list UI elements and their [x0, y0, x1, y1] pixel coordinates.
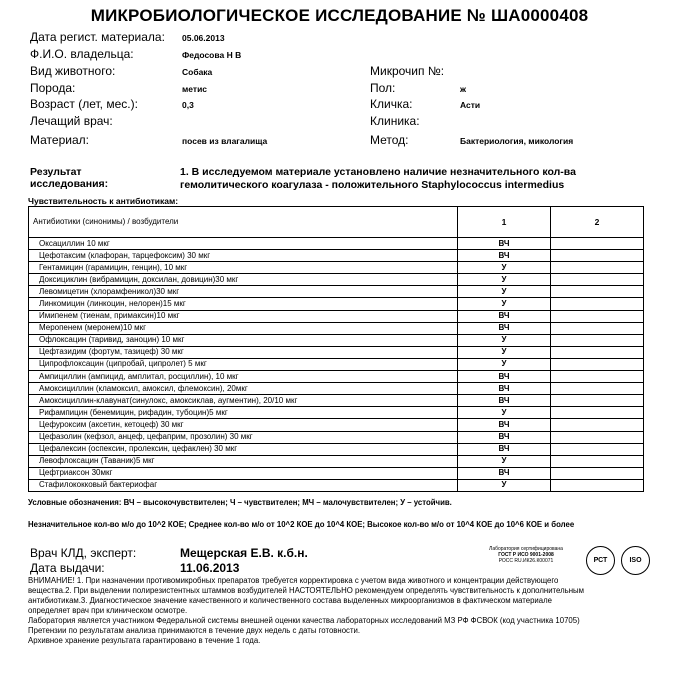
- chip-label: Микрочип №:: [370, 64, 445, 78]
- breed-value: метис: [182, 84, 208, 94]
- sex-label: Пол:: [370, 81, 396, 95]
- table-row: [29, 419, 644, 431]
- result-col-1: ВЧ: [458, 383, 551, 395]
- age-label: Возраст (лет, мес.):: [30, 97, 138, 111]
- antibiotic-name: Стафилококковый бактериофаг: [29, 479, 458, 491]
- species-label: Вид животного:: [30, 64, 116, 78]
- result-label: [30, 166, 108, 190]
- table-row: [29, 262, 644, 274]
- result-col-1: У: [458, 262, 551, 274]
- result-col-1: ВЧ: [458, 322, 551, 334]
- result-col-1: ВЧ: [458, 371, 551, 383]
- antibiotic-name: Ампициллин (ампицид, амплитал, росциллин), 10 мкг: [29, 371, 458, 383]
- result-col-1: ВЧ: [458, 431, 551, 443]
- header-antibiotics: Антибиотики (синонимы) / возбудители: [29, 207, 458, 238]
- notes-block: [28, 576, 658, 646]
- method-label: Метод:: [370, 133, 409, 147]
- issue-date-value: 11.06.2013: [180, 561, 240, 575]
- note-line: Архивное хранение результата гарантировано в течение 1 года.: [28, 636, 261, 645]
- table-row: [29, 298, 644, 310]
- antibiotic-name: Амоксициллин (кламоксил, амоксил, флемоксин), 20мкг: [29, 383, 458, 395]
- age-value: 0,3: [182, 100, 194, 110]
- result-col-2: [551, 455, 644, 467]
- result-col-1: ВЧ: [458, 238, 551, 250]
- antibiotic-name: Цефотаксим (клафоран, тарцефоксим) 30 мкг: [29, 250, 458, 262]
- result-col-1: У: [458, 346, 551, 358]
- vet-label: Лечащий врач:: [30, 114, 113, 128]
- note-line: вещества.2. При выделении полирезистентных штаммов возбудителей НАСТОЯТЕЛЬНО рекомендуем определять чувствительность к дополнительным: [28, 586, 584, 595]
- table-row: [29, 443, 644, 455]
- table-row: [29, 407, 644, 419]
- cert-line1: Лаборатория сертифицирована: [489, 546, 563, 552]
- report-title: МИКРОБИОЛОГИЧЕСКОЕ ИССЛЕДОВАНИЕ № ША0000408: [90, 6, 589, 25]
- nickname-value: Асти: [460, 100, 481, 110]
- result-col-1: У: [458, 479, 551, 491]
- result-col-2: [551, 310, 644, 322]
- result-col-2: [551, 407, 644, 419]
- issue-date-label: Дата выдачи:: [30, 561, 105, 575]
- result-col-2: [551, 479, 644, 491]
- antibiotic-name: Линкомицин (линкоцин, нелорен)15 мкг: [29, 298, 458, 310]
- antibiotic-name: Левофлоксацин (Таваник)5 мкг: [29, 455, 458, 467]
- cert-line3: РОСС RU.ИК26.К00071: [498, 558, 554, 564]
- table-row: [29, 358, 644, 370]
- doctor-label: Врач КЛД, эксперт:: [30, 546, 137, 560]
- result-col-1: ВЧ: [458, 419, 551, 431]
- antibiotic-name: Амоксициллин-клавунат(синулокс, амоксиклав, аугментин), 20/10 мкг: [29, 395, 458, 407]
- table-row: [29, 310, 644, 322]
- result-col-2: [551, 383, 644, 395]
- result-col-1: ВЧ: [458, 443, 551, 455]
- result-col-1: ВЧ: [458, 310, 551, 322]
- table-row: [29, 322, 644, 334]
- result-col-1: У: [458, 407, 551, 419]
- antibiotic-name: Имипенем (тиенам, примаксин)10 мкг: [29, 310, 458, 322]
- result-col-2: [551, 346, 644, 358]
- cert-logos: [586, 546, 650, 575]
- table-row: [29, 274, 644, 286]
- reg-date-value: 05.06.2013: [182, 33, 225, 43]
- table-header-row: [29, 207, 644, 238]
- note-line: определяет врач при клиническом осмотре.: [28, 606, 188, 615]
- note-line: Лаборатория является участником Федеральной системы внешней оценки качества лабораторных исследований МЗ РФ ФСВОК (код участника 10705): [28, 616, 580, 625]
- antibiotic-name: Цефуроксим (аксетин, кетоцеф) 30 мкг: [29, 419, 458, 431]
- antibiotic-name: Меропенем (меронем)10 мкг: [29, 322, 458, 334]
- nickname-label: Кличка:: [370, 97, 413, 111]
- antibiotic-name: Цефалексин (оспексин, пролексин, цефаклен) 30 мкг: [29, 443, 458, 455]
- result-col-2: [551, 467, 644, 479]
- material-label: Материал:: [30, 133, 89, 147]
- result-col-2: [551, 250, 644, 262]
- result-col-2: [551, 238, 644, 250]
- result-col-2: [551, 395, 644, 407]
- result-text: [180, 166, 576, 192]
- header-col-1: 1: [458, 207, 551, 238]
- table-row: [29, 383, 644, 395]
- certification-info: [470, 546, 582, 564]
- result-col-1: У: [458, 286, 551, 298]
- species-value: Собака: [182, 67, 213, 77]
- result-col-1: У: [458, 334, 551, 346]
- table-row: [29, 431, 644, 443]
- table-row: [29, 238, 644, 250]
- antibiotics-table: [28, 206, 644, 492]
- result-col-1: У: [458, 274, 551, 286]
- sensitivity-title: Чувствительность к антибиотикам:: [28, 196, 179, 206]
- antibiotic-name: Рифампицин (бенемицин, рифадин, тубоцин)5 мкг: [29, 407, 458, 419]
- antibiotic-name: Гентамицин (гарамицин, генцин), 10 мкг: [29, 262, 458, 274]
- iso-logo-icon: ISO: [621, 546, 650, 575]
- header-col-2: 2: [551, 207, 644, 238]
- table-row: [29, 467, 644, 479]
- table-row: [29, 286, 644, 298]
- result-col-1: У: [458, 455, 551, 467]
- antibiotic-name: Ципрофлоксацин (ципробай, ципролет) 5 мкг: [29, 358, 458, 370]
- reg-date-label: Дата регист. материала:: [30, 30, 165, 44]
- result-col-2: [551, 431, 644, 443]
- table-row: [29, 455, 644, 467]
- antibiotic-name: Цефазолин (кефзол, анцеф, цефаприм, прозолин) 30 мкг: [29, 431, 458, 443]
- antibiotic-name: Цефтриаксон 30мкг: [29, 467, 458, 479]
- result-col-1: ВЧ: [458, 250, 551, 262]
- owner-label: Ф.И.О. владельца:: [30, 47, 134, 61]
- table-row: [29, 250, 644, 262]
- rst-logo-icon: РСТ: [586, 546, 615, 575]
- table-row: [29, 371, 644, 383]
- result-col-2: [551, 334, 644, 346]
- table-row: [29, 334, 644, 346]
- result-col-1: ВЧ: [458, 467, 551, 479]
- breed-label: Порода:: [30, 81, 76, 95]
- result-label-line2: исследования:: [30, 178, 109, 190]
- cert-line2: ГОСТ Р ИСО 9001-2008: [498, 552, 554, 558]
- result-col-2: [551, 419, 644, 431]
- table-row: [29, 479, 644, 491]
- note-line: антибиотикам.3. Диагностическое значение качественного и количественного состава выделенных микроорганизмов в фактическом материале: [28, 596, 552, 605]
- sex-value: ж: [460, 84, 467, 94]
- legend: Условные обозначения: ВЧ – высокочувствителен; Ч – чувствителен; МЧ – малочувствителен; У – устойчив.: [28, 498, 452, 507]
- result-col-2: [551, 262, 644, 274]
- note-line: ВНИМАНИЕ! 1. При назначении противомикробных препаратов требуется корректировка с учетом вида животного и концентрации действующего: [28, 576, 559, 585]
- result-col-2: [551, 286, 644, 298]
- result-label-line1: Результат: [30, 166, 82, 178]
- cfu-note: Незначительное кол-во м/о до 10^2 КОЕ; Среднее кол-во м/о от 10^2 КОЕ до 10^4 КОЕ; Высокое кол-во м/о от 10^4 КОЕ до 10^6 КОЕ и более: [28, 520, 575, 529]
- result-col-2: [551, 371, 644, 383]
- result-col-1: ВЧ: [458, 395, 551, 407]
- doctor-name: Мещерская Е.В. к.б.н.: [180, 546, 308, 560]
- result-col-2: [551, 298, 644, 310]
- table-row: [29, 346, 644, 358]
- clinic-label: Клиника:: [370, 114, 420, 128]
- result-col-2: [551, 274, 644, 286]
- result-col-2: [551, 358, 644, 370]
- result-col-1: У: [458, 358, 551, 370]
- antibiotic-name: Цефтазидим (фортум, тазицеф) 30 мкг: [29, 346, 458, 358]
- result-col-1: У: [458, 298, 551, 310]
- material-value: посев из влагалища: [182, 136, 268, 146]
- result-text-line1: 1. В исследуемом материале установлено наличие незначительного кол-ва: [180, 166, 576, 178]
- antibiotic-name: Оксациллин 10 мкг: [29, 238, 458, 250]
- owner-value: Федосова Н В: [182, 50, 242, 60]
- antibiotic-name: Офлоксацин (таривид, заноцин) 10 мкг: [29, 334, 458, 346]
- antibiotic-name: Левомицетин (хлорамфеникол)30 мкг: [29, 286, 458, 298]
- result-text-line2: гемолитического коагулаза - положительного Staphylococcus intermedius: [180, 179, 565, 191]
- note-line: Претензии по результатам анализа принимаются в течение двух недель с даты готовности.: [28, 626, 361, 635]
- antibiotic-name: Доксициклин (вибрамицин, доксилан, довицин)30 мкг: [29, 274, 458, 286]
- result-col-2: [551, 443, 644, 455]
- method-value: Бактериология, микология: [460, 136, 574, 146]
- table-row: [29, 395, 644, 407]
- result-col-2: [551, 322, 644, 334]
